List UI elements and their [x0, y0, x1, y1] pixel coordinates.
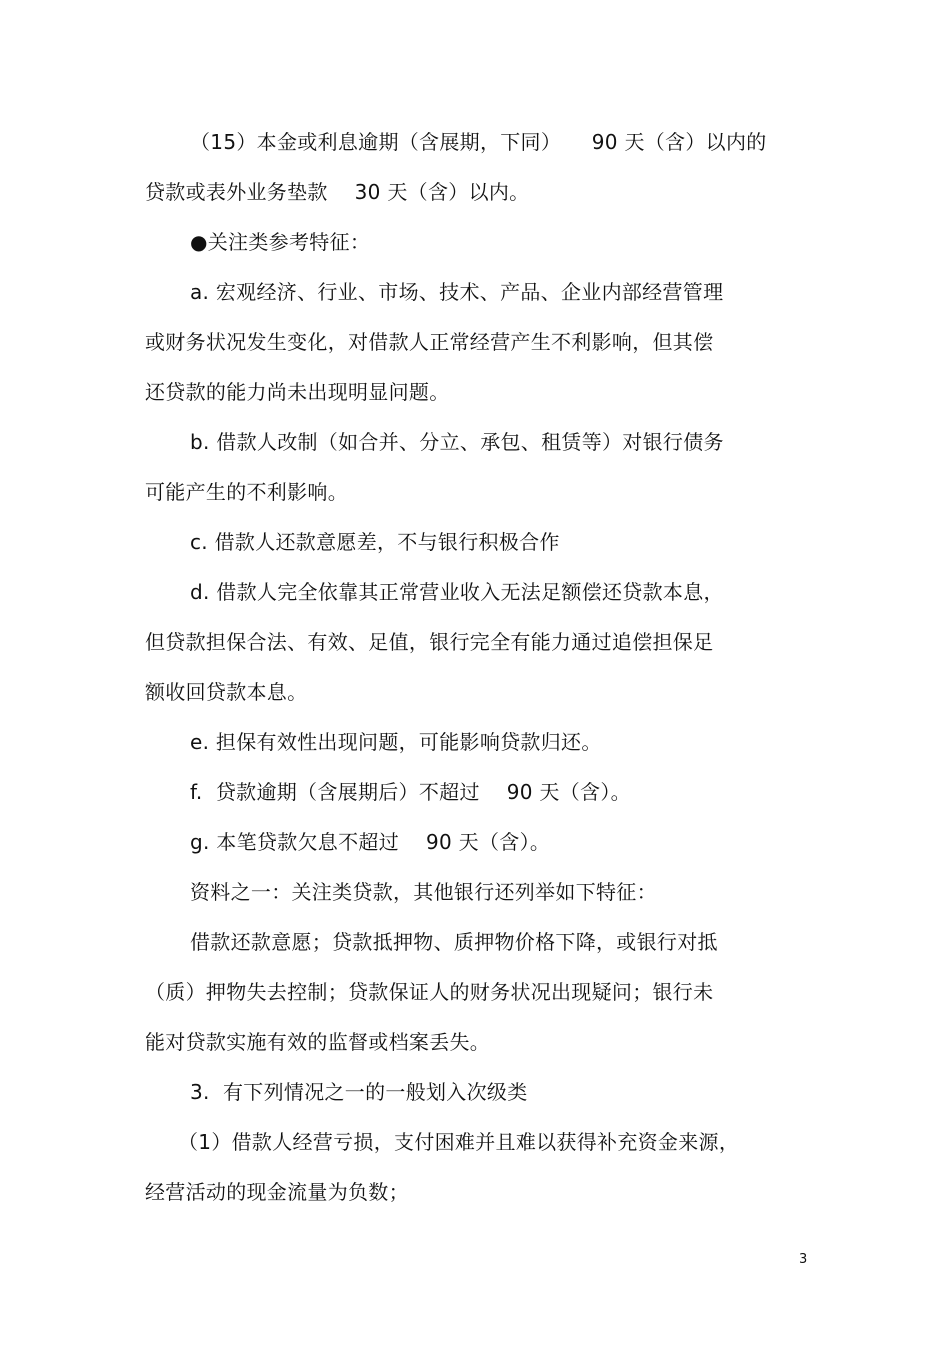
text-line-22: 经营活动的现金流量为负数；	[145, 1180, 409, 1204]
text-line-15: g. 本笔贷款欠息不超过 90 天（含）。	[190, 830, 551, 854]
text-line-11: 但贷款担保合法、有效、足值，银行完全有能力通过追偿担保足	[145, 630, 714, 654]
text-line-12: 额收回贷款本息。	[145, 680, 308, 704]
text-line-5: 或财务状况发生变化，对借款人正常经营产生不利影响，但其偿	[145, 330, 714, 354]
text-line-7: b. 借款人改制（如合并、分立、承包、租赁等）对银行债务	[190, 430, 724, 454]
text-line-10: d. 借款人完全依靠其正常营业收入无法足额偿还贷款本息，	[190, 580, 724, 604]
text-line-8: 可能产生的不利影响。	[145, 480, 348, 504]
text-line-13: e. 担保有效性出现问题，可能影响贷款归还。	[190, 730, 602, 754]
text-line-21: （1）借款人经营亏损，支付困难并且难以获得补充资金来源，	[178, 1130, 740, 1154]
text-line-18: （质）押物失去控制；贷款保证人的财务状况出现疑问；银行未	[145, 980, 714, 1004]
text-line-9: c. 借款人还款意愿差，不与银行积极合作	[190, 530, 560, 554]
text-line-1: （15）本金或利息逾期（含展期，下同） 90 天（含）以内的	[190, 130, 767, 154]
text-line-4: a. 宏观经济、行业、市场、技术、产品、企业内部经营管理	[190, 280, 724, 304]
text-line-6: 还贷款的能力尚未出现明显问题。	[145, 380, 450, 404]
page-number: 3	[799, 1252, 808, 1267]
text-line-19: 能对贷款实施有效的监督或档案丢失。	[145, 1030, 491, 1054]
text-line-16: 资料之一：关注类贷款，其他银行还列举如下特征：	[190, 880, 657, 904]
text-line-14: f. 贷款逾期（含展期后）不超过 90 天（含）。	[190, 780, 631, 804]
text-line-17: 借款还款意愿；贷款抵押物、质押物价格下降，或银行对抵	[190, 930, 718, 954]
text-line-20: 3. 有下列情况之一的一般划入次级类	[190, 1080, 528, 1104]
text-line-3: ●关注类参考特征：	[190, 230, 371, 254]
text-line-2: 贷款或表外业务垫款 30 天（含）以内。	[145, 180, 530, 204]
